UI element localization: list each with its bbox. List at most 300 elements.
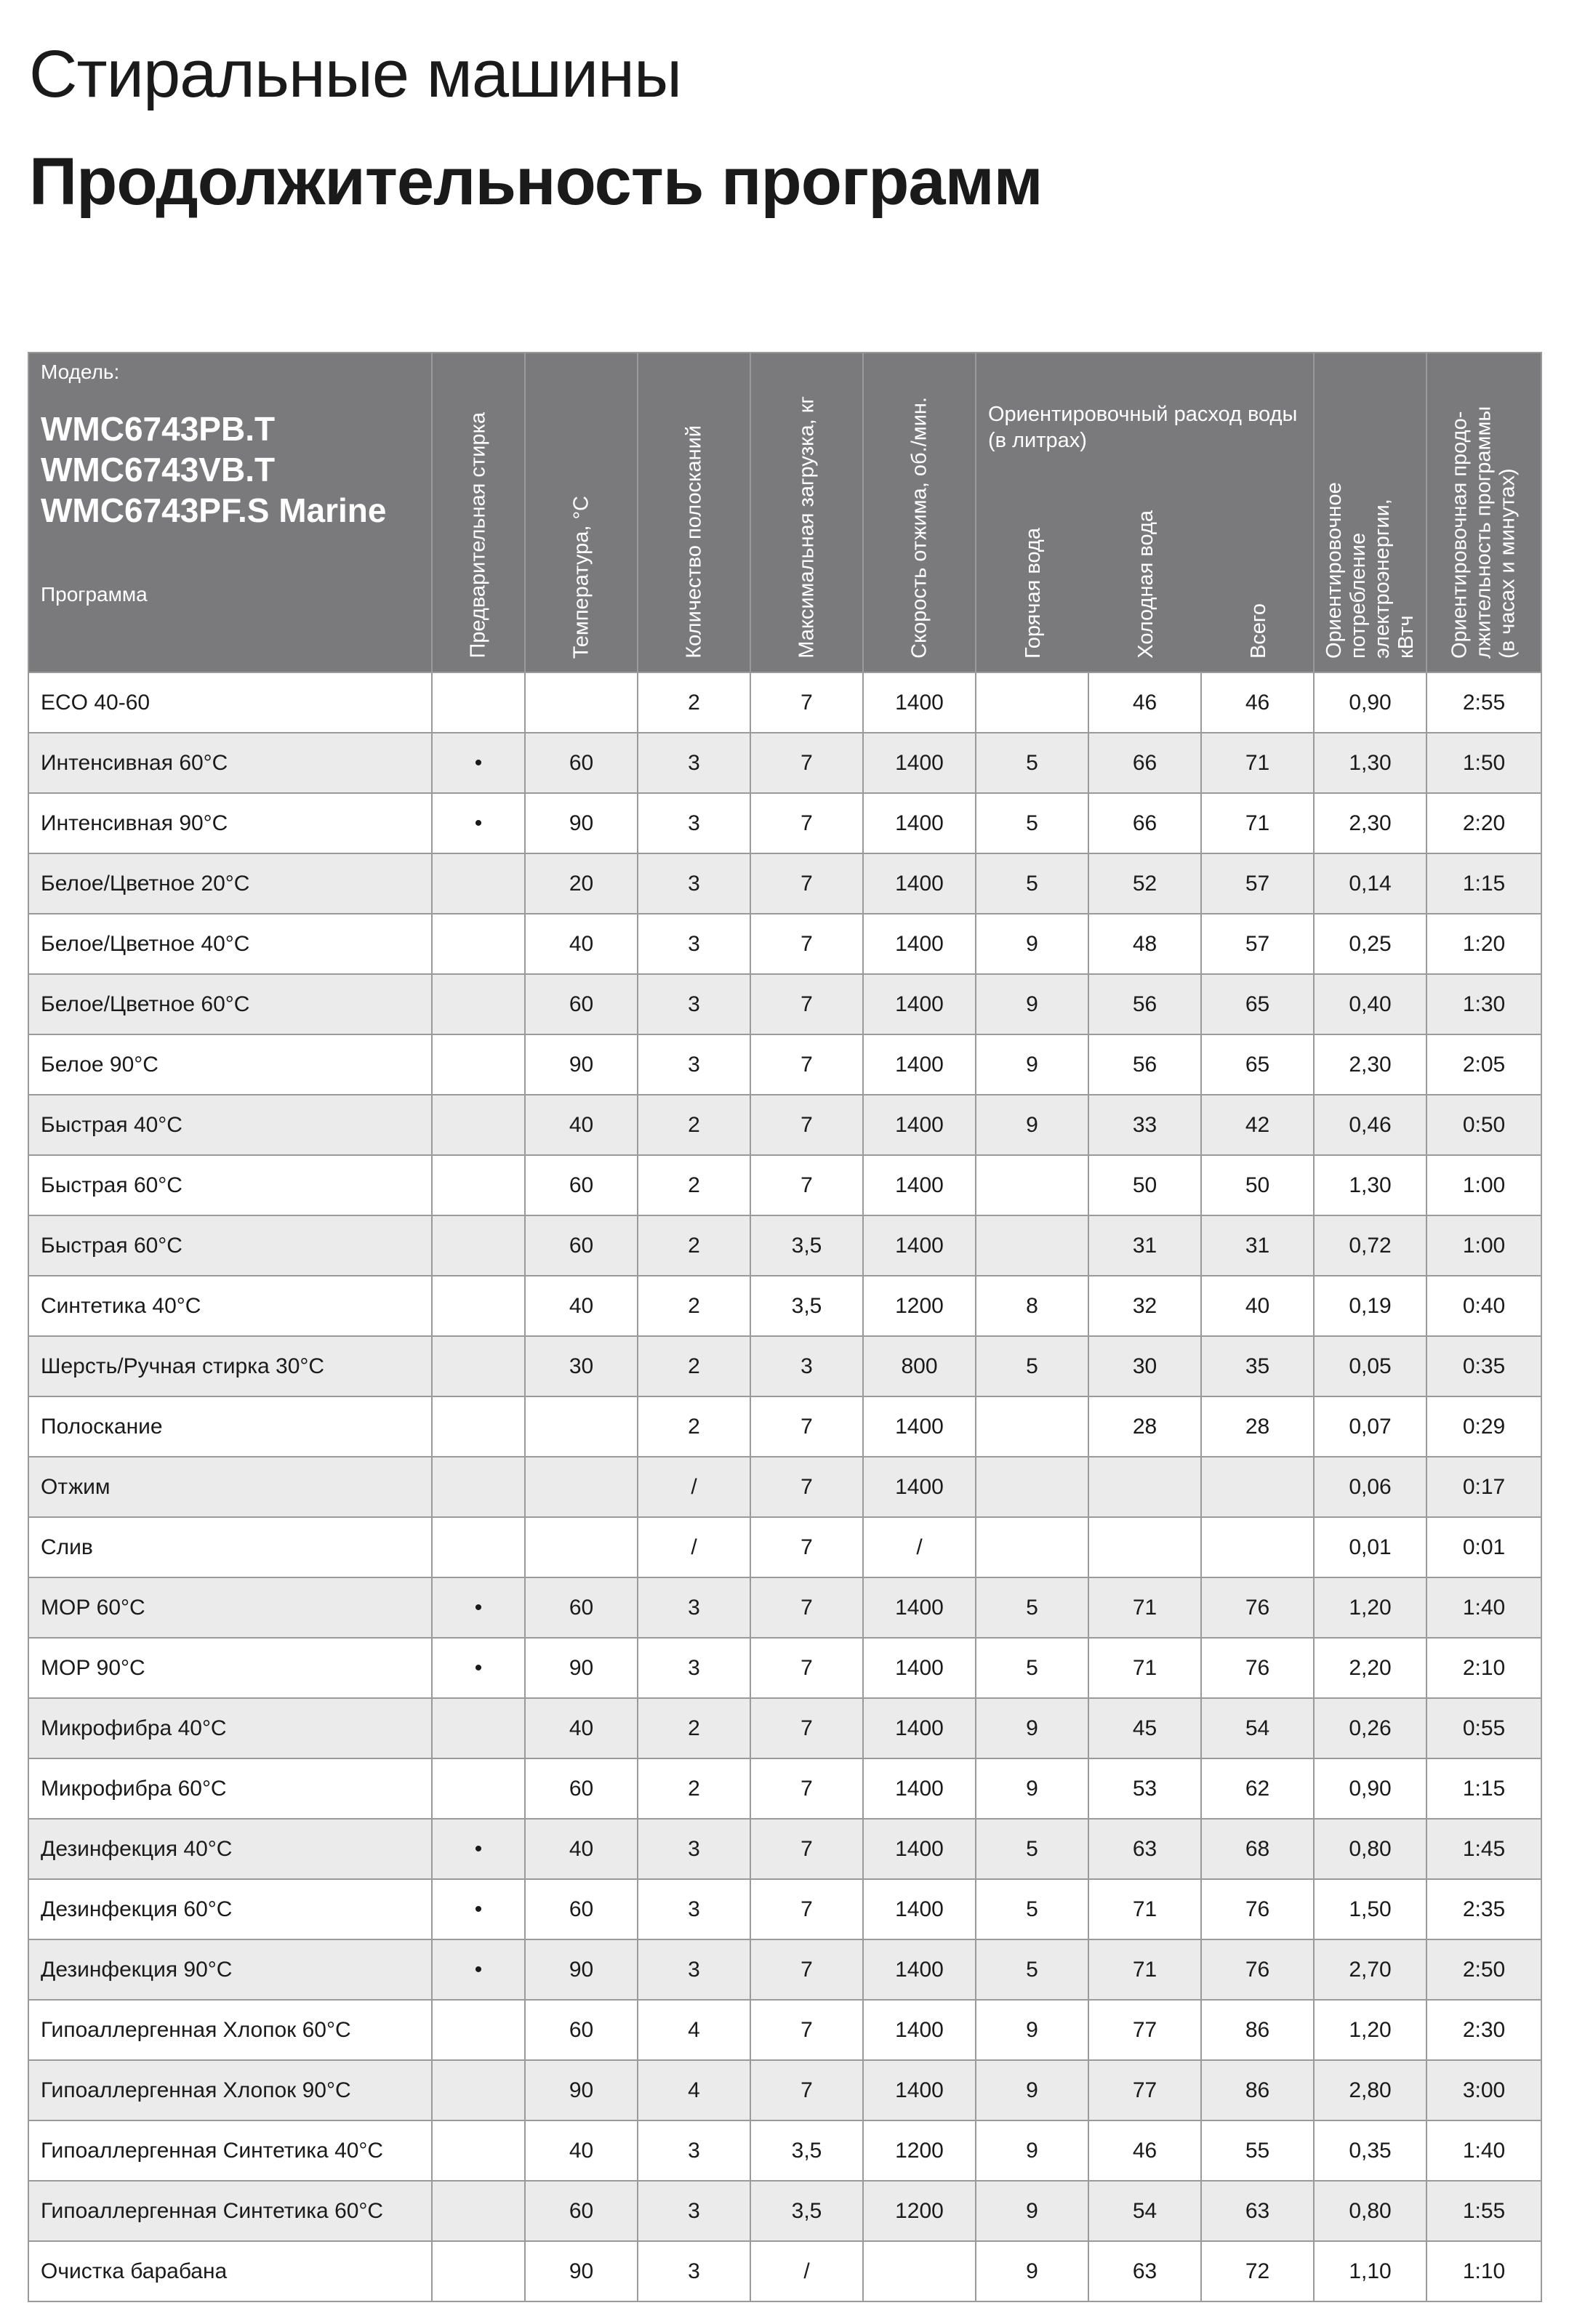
temperature-cell: 40 [525, 1276, 638, 1336]
table-row [28, 974, 1541, 1034]
program-name-cell: Интенсивная 90°C [28, 793, 432, 853]
energy-cell: 0,90 [1314, 1758, 1426, 1819]
prewash-cell [432, 914, 525, 974]
max-load-cell: 7 [750, 1758, 863, 1819]
max-load-cell: 7 [750, 1698, 863, 1758]
total-water-cell: 62 [1201, 1758, 1314, 1819]
spin-speed-cell [863, 2241, 976, 2301]
temperature-cell: 90 [525, 1638, 638, 1698]
spin-speed-cell: 800 [863, 1336, 976, 1396]
spin-speed-cell: 1400 [863, 1457, 976, 1517]
hot-water-cell: 5 [976, 1939, 1088, 2000]
max-load-cell: 3 [750, 1336, 863, 1396]
rinses-cell: 3 [638, 1638, 750, 1698]
duration-cell: 1:50 [1426, 733, 1541, 793]
energy-cell: 1,30 [1314, 733, 1426, 793]
program-name-cell: Быстрая 60°C [28, 1215, 432, 1276]
temperature-cell: 60 [525, 1155, 638, 1215]
duration-cell: 1:15 [1426, 853, 1541, 914]
prewash-cell [432, 2241, 525, 2301]
duration-cell: 0:17 [1426, 1457, 1541, 1517]
water-consumption-title: Ориентировочный расход воды (в литрах) [988, 403, 1298, 452]
table-row [28, 2000, 1541, 2060]
program-name-cell: Интенсивная 60°C [28, 733, 432, 793]
total-water-cell: 50 [1201, 1155, 1314, 1215]
rinses-cell: 2 [638, 1215, 750, 1276]
hot-water-cell: 9 [976, 1095, 1088, 1155]
max-load-cell: 3,5 [750, 2181, 863, 2241]
rinses-cell: 3 [638, 2241, 750, 2301]
cold-water-cell: 71 [1088, 1577, 1201, 1638]
temperature-cell: 60 [525, 733, 638, 793]
hot-water-cell: 5 [976, 1819, 1088, 1879]
table-row [28, 672, 1541, 733]
program-name-cell: Отжим [28, 1457, 432, 1517]
table-row [28, 853, 1541, 914]
prewash-cell: • [432, 1879, 525, 1939]
hot-water-cell: 5 [976, 1879, 1088, 1939]
program-name-cell: Быстрая 60°C [28, 1155, 432, 1215]
rinses-cell: 2 [638, 1155, 750, 1215]
table-row [28, 1276, 1541, 1336]
max-load-cell: 7 [750, 1457, 863, 1517]
program-name-cell: Быстрая 40°C [28, 1095, 432, 1155]
temperature-cell: 40 [525, 1698, 638, 1758]
max-load-cell: 7 [750, 1638, 863, 1698]
spin-speed-header: Скорость отжима, об./мин. [863, 353, 976, 672]
temperature-cell: 60 [525, 1215, 638, 1276]
cold-water-cell: 30 [1088, 1336, 1201, 1396]
table-row [28, 1517, 1541, 1577]
total-water-cell: 63 [1201, 2181, 1314, 2241]
prewash-cell [432, 2000, 525, 2060]
cold-water-cell: 53 [1088, 1758, 1201, 1819]
cold-water-cell: 63 [1088, 2241, 1201, 2301]
spin-speed-cell: 1200 [863, 2120, 976, 2181]
duration-cell: 1:30 [1426, 974, 1541, 1034]
temperature-cell: 90 [525, 2241, 638, 2301]
spin-speed-cell: 1400 [863, 1879, 976, 1939]
table-row [28, 2181, 1541, 2241]
spin-speed-cell: 1400 [863, 1095, 976, 1155]
max-load-cell: 7 [750, 1819, 863, 1879]
total-water-cell: 54 [1201, 1698, 1314, 1758]
energy-cell: 0,07 [1314, 1396, 1426, 1457]
prewash-cell: • [432, 1939, 525, 2000]
rinses-cell: 3 [638, 974, 750, 1034]
duration-cell: 2:05 [1426, 1034, 1541, 1095]
duration-cell: 2:55 [1426, 672, 1541, 733]
program-name-cell: МОР 60°C [28, 1577, 432, 1638]
spin-speed-cell: 1400 [863, 1698, 976, 1758]
rinses-cell: 2 [638, 1336, 750, 1396]
prewash-cell [432, 1336, 525, 1396]
prewash-cell [432, 1517, 525, 1577]
cold-water-cell: 54 [1088, 2181, 1201, 2241]
total-water-cell: 76 [1201, 1879, 1314, 1939]
hot-water-cell: 9 [976, 914, 1088, 974]
spin-speed-cell: 1400 [863, 914, 976, 974]
total-water-cell: 42 [1201, 1095, 1314, 1155]
hot-water-cell: 9 [976, 2000, 1088, 2060]
energy-cell: 1,50 [1314, 1879, 1426, 1939]
total-water-cell: 35 [1201, 1336, 1314, 1396]
total-water-cell [1201, 1517, 1314, 1577]
total-water-cell: 65 [1201, 1034, 1314, 1095]
table-row [28, 2060, 1541, 2120]
cold-water-cell [1088, 1517, 1201, 1577]
hot-water-cell: 9 [976, 2241, 1088, 2301]
duration-header: Ориентировочная продо- лжительность программы (в часах и минутах) [1426, 353, 1541, 672]
temperature-cell: 60 [525, 2181, 638, 2241]
max-load-cell: 7 [750, 733, 863, 793]
spin-speed-cell: 1400 [863, 1758, 976, 1819]
rinses-cell: 3 [638, 793, 750, 853]
cold-water-cell: 71 [1088, 1879, 1201, 1939]
temperature-cell [525, 1457, 638, 1517]
table-row [28, 1638, 1541, 1698]
spin-speed-cell: 1200 [863, 1276, 976, 1336]
page-subtitle: Продолжительность программ [29, 145, 1043, 219]
temperature-cell: 60 [525, 1758, 638, 1819]
energy-cell: 0,05 [1314, 1336, 1426, 1396]
spin-speed-cell: 1400 [863, 2000, 976, 2060]
prewash-cell [432, 1034, 525, 1095]
duration-cell: 1:20 [1426, 914, 1541, 974]
duration-cell: 1:40 [1426, 2120, 1541, 2181]
spin-speed-cell: 1400 [863, 793, 976, 853]
max-load-cell: 7 [750, 1879, 863, 1939]
program-name-cell: Слив [28, 1517, 432, 1577]
energy-cell: 0,19 [1314, 1276, 1426, 1336]
duration-cell: 0:40 [1426, 1276, 1541, 1336]
duration-cell: 0:35 [1426, 1336, 1541, 1396]
spin-speed-cell: 1200 [863, 2181, 976, 2241]
max-load-cell: 3,5 [750, 1215, 863, 1276]
table-row [28, 1758, 1541, 1819]
temperature-cell: 40 [525, 914, 638, 974]
hot-water-cell: 9 [976, 1698, 1088, 1758]
cold-water-cell: 50 [1088, 1155, 1201, 1215]
rinses-cell: 3 [638, 2181, 750, 2241]
temperature-cell [525, 1396, 638, 1457]
cold-water-cell: 56 [1088, 1034, 1201, 1095]
table-row [28, 1698, 1541, 1758]
spin-speed-cell: 1400 [863, 974, 976, 1034]
energy-cell: 0,80 [1314, 1819, 1426, 1879]
duration-cell: 2:35 [1426, 1879, 1541, 1939]
table-row [28, 2120, 1541, 2181]
prewash-cell [432, 2181, 525, 2241]
prewash-cell [432, 1396, 525, 1457]
model-header [28, 353, 432, 672]
program-name-cell: Синтетика 40°C [28, 1276, 432, 1336]
duration-cell: 1:15 [1426, 1758, 1541, 1819]
hot-water-cell: 5 [976, 1577, 1088, 1638]
energy-header: Ориентировочное потребление электроэнергии, кВтч [1314, 353, 1426, 672]
table-row [28, 793, 1541, 853]
cold-water-cell [1088, 1457, 1201, 1517]
cold-water-cell: 46 [1088, 672, 1201, 733]
energy-cell: 0,90 [1314, 672, 1426, 733]
table-row [28, 1095, 1541, 1155]
total-water-cell [1201, 1457, 1314, 1517]
max-load-cell: 7 [750, 1517, 863, 1577]
temperature-cell: 90 [525, 2060, 638, 2120]
program-name-cell: Белое 90°C [28, 1034, 432, 1095]
spin-speed-cell: 1400 [863, 853, 976, 914]
total-water-cell: 28 [1201, 1396, 1314, 1457]
table-row [28, 1336, 1541, 1396]
hot-water-cell [976, 1517, 1088, 1577]
temperature-cell: 90 [525, 1034, 638, 1095]
duration-cell: 1:00 [1426, 1155, 1541, 1215]
duration-cell: 1:40 [1426, 1577, 1541, 1638]
program-name-cell: Гипоаллергенная Хлопок 90°C [28, 2060, 432, 2120]
prewash-cell: • [432, 793, 525, 853]
spin-speed-cell: 1400 [863, 733, 976, 793]
model-name: WMC6743PF.S Marine [41, 491, 387, 529]
temperature-cell: 60 [525, 1879, 638, 1939]
cold-water-cell: 71 [1088, 1638, 1201, 1698]
hot-water-cell [976, 1457, 1088, 1517]
spin-speed-cell: 1400 [863, 1819, 976, 1879]
prewash-cell [432, 1095, 525, 1155]
rinses-cell: 3 [638, 1819, 750, 1879]
table-row [28, 2241, 1541, 2301]
rinses-cell: 2 [638, 1698, 750, 1758]
table-header-row [28, 353, 1541, 672]
energy-cell: 0,25 [1314, 914, 1426, 974]
rinses-header: Количество полосканий [638, 353, 750, 672]
max-load-cell: 7 [750, 1577, 863, 1638]
program-name-cell: Белое/Цветное 40°C [28, 914, 432, 974]
temperature-cell: 40 [525, 1819, 638, 1879]
duration-cell: 0:55 [1426, 1698, 1541, 1758]
max-load-cell: / [750, 2241, 863, 2301]
spin-speed-cell: 1400 [863, 1396, 976, 1457]
total-water-cell: 72 [1201, 2241, 1314, 2301]
temperature-cell: 90 [525, 1939, 638, 2000]
max-load-cell: 7 [750, 1155, 863, 1215]
model-label: Модель: [41, 361, 120, 383]
rinses-cell: 3 [638, 1034, 750, 1095]
program-name-cell: Полоскание [28, 1396, 432, 1457]
prewash-cell: • [432, 1577, 525, 1638]
spin-speed-cell: 1400 [863, 1034, 976, 1095]
program-duration-table [28, 352, 1542, 2302]
prewash-cell: • [432, 1638, 525, 1698]
rinses-cell: 2 [638, 1276, 750, 1336]
program-name-cell: Белое/Цветное 20°C [28, 853, 432, 914]
hot-water-cell: 5 [976, 853, 1088, 914]
duration-cell: 0:01 [1426, 1517, 1541, 1577]
energy-cell: 0,26 [1314, 1698, 1426, 1758]
max-load-cell: 7 [750, 672, 863, 733]
duration-cell: 2:50 [1426, 1939, 1541, 2000]
total-water-cell: 86 [1201, 2060, 1314, 2120]
spin-speed-cell: 1400 [863, 1638, 976, 1698]
program-name-cell: Дезинфекция 40°C [28, 1819, 432, 1879]
max-load-cell: 7 [750, 914, 863, 974]
duration-cell: 3:00 [1426, 2060, 1541, 2120]
total-water-cell: 57 [1201, 914, 1314, 974]
table-row [28, 1457, 1541, 1517]
cold-water-cell: 77 [1088, 2000, 1201, 2060]
hot-water-cell: 5 [976, 733, 1088, 793]
program-name-cell: Гипоаллергенная Синтетика 60°C [28, 2181, 432, 2241]
water-consumption-header [976, 353, 1314, 672]
energy-cell: 0,46 [1314, 1095, 1426, 1155]
hot-water-header: Горячая вода [1022, 527, 1045, 659]
hot-water-cell: 9 [976, 2060, 1088, 2120]
rinses-cell: 4 [638, 2000, 750, 2060]
temperature-cell [525, 672, 638, 733]
total-water-cell: 68 [1201, 1819, 1314, 1879]
duration-cell: 2:20 [1426, 793, 1541, 853]
energy-cell: 2,30 [1314, 793, 1426, 853]
energy-cell: 0,72 [1314, 1215, 1426, 1276]
duration-cell: 2:10 [1426, 1638, 1541, 1698]
duration-cell: 1:00 [1426, 1215, 1541, 1276]
total-water-cell: 71 [1201, 733, 1314, 793]
rinses-cell: 3 [638, 1577, 750, 1638]
total-water-cell: 86 [1201, 2000, 1314, 2060]
table-row [28, 1577, 1541, 1638]
max-load-cell: 3,5 [750, 2120, 863, 2181]
energy-cell: 0,14 [1314, 853, 1426, 914]
duration-cell: 0:29 [1426, 1396, 1541, 1457]
cold-water-cell: 28 [1088, 1396, 1201, 1457]
program-column-label: Программа [41, 583, 148, 606]
max-load-cell: 7 [750, 2060, 863, 2120]
temperature-cell [525, 1517, 638, 1577]
hot-water-cell [976, 1396, 1088, 1457]
total-water-cell: 65 [1201, 974, 1314, 1034]
program-name-cell: Микрофибра 60°C [28, 1758, 432, 1819]
spin-speed-cell: 1400 [863, 1939, 976, 2000]
program-name-cell: Белое/Цветное 60°C [28, 974, 432, 1034]
spin-speed-cell: 1400 [863, 2060, 976, 2120]
cold-water-cell: 77 [1088, 2060, 1201, 2120]
rinses-cell: 4 [638, 2060, 750, 2120]
temperature-cell: 60 [525, 974, 638, 1034]
temperature-header: Температура, °С [525, 353, 638, 672]
total-water-cell: 57 [1201, 853, 1314, 914]
max-load-cell: 7 [750, 1095, 863, 1155]
hot-water-cell: 9 [976, 1034, 1088, 1095]
hot-water-cell: 5 [976, 1638, 1088, 1698]
program-name-cell: Очистка барабана [28, 2241, 432, 2301]
prewash-cell [432, 1457, 525, 1517]
energy-cell: 2,30 [1314, 1034, 1426, 1095]
total-water-cell: 76 [1201, 1577, 1314, 1638]
cold-water-cell: 66 [1088, 793, 1201, 853]
cold-water-cell: 46 [1088, 2120, 1201, 2181]
energy-cell: 1,20 [1314, 1577, 1426, 1638]
rinses-cell: 3 [638, 733, 750, 793]
prewash-cell [432, 1155, 525, 1215]
total-water-cell: 71 [1201, 793, 1314, 853]
rinses-cell: 2 [638, 1758, 750, 1819]
table-row [28, 1034, 1541, 1095]
duration-cell: 1:10 [1426, 2241, 1541, 2301]
cold-water-cell: 31 [1088, 1215, 1201, 1276]
hot-water-cell: 9 [976, 1758, 1088, 1819]
temperature-cell: 60 [525, 2000, 638, 2060]
max-load-cell: 7 [750, 1034, 863, 1095]
program-name-cell: Дезинфекция 60°C [28, 1879, 432, 1939]
max-load-cell: 7 [750, 853, 863, 914]
rinses-cell: 3 [638, 1939, 750, 2000]
page-title: Стиральные машины [29, 37, 682, 111]
total-water-cell: 46 [1201, 672, 1314, 733]
prewash-cell [432, 2120, 525, 2181]
program-name-cell: ECO 40-60 [28, 672, 432, 733]
prewash-cell [432, 1758, 525, 1819]
temperature-cell: 60 [525, 1577, 638, 1638]
max-load-cell: 7 [750, 1396, 863, 1457]
energy-cell: 2,20 [1314, 1638, 1426, 1698]
table-row [28, 1215, 1541, 1276]
rinses-cell: / [638, 1517, 750, 1577]
total-water-cell: 55 [1201, 2120, 1314, 2181]
program-name-cell: Микрофибра 40°C [28, 1698, 432, 1758]
total-water-cell: 40 [1201, 1276, 1314, 1336]
energy-cell: 0,06 [1314, 1457, 1426, 1517]
table-row [28, 914, 1541, 974]
prewash-cell [432, 672, 525, 733]
temperature-cell: 40 [525, 2120, 638, 2181]
duration-cell: 0:50 [1426, 1095, 1541, 1155]
table-row [28, 1879, 1541, 1939]
program-name-cell: Гипоаллергенная Хлопок 60°C [28, 2000, 432, 2060]
prewash-cell [432, 1276, 525, 1336]
duration-cell: 1:45 [1426, 1819, 1541, 1879]
cold-water-cell: 52 [1088, 853, 1201, 914]
prewash-cell [432, 853, 525, 914]
rinses-cell: 3 [638, 2120, 750, 2181]
model-list [41, 409, 386, 531]
temperature-cell: 20 [525, 853, 638, 914]
cold-water-header: Холодная вода [1134, 510, 1157, 659]
rinses-cell: 3 [638, 1879, 750, 1939]
spin-speed-cell: / [863, 1517, 976, 1577]
spin-speed-cell: 1400 [863, 672, 976, 733]
max-load-cell: 7 [750, 974, 863, 1034]
energy-cell: 2,80 [1314, 2060, 1426, 2120]
prewash-cell: • [432, 733, 525, 793]
prewash-cell [432, 1698, 525, 1758]
program-name-cell: МОР 90°C [28, 1638, 432, 1698]
hot-water-cell: 5 [976, 793, 1088, 853]
spin-speed-cell: 1400 [863, 1155, 976, 1215]
cold-water-cell: 33 [1088, 1095, 1201, 1155]
rinses-cell: / [638, 1457, 750, 1517]
total-water-cell: 76 [1201, 1638, 1314, 1698]
cold-water-cell: 71 [1088, 1939, 1201, 2000]
rinses-cell: 3 [638, 853, 750, 914]
spin-speed-cell: 1400 [863, 1577, 976, 1638]
max-load-header: Максимальная загрузка, кг [750, 353, 863, 672]
energy-cell: 0,80 [1314, 2181, 1426, 2241]
total-water-header: Всего [1247, 603, 1270, 659]
energy-cell: 1,10 [1314, 2241, 1426, 2301]
hot-water-cell: 9 [976, 2181, 1088, 2241]
temperature-cell: 90 [525, 793, 638, 853]
program-name-cell: Гипоаллергенная Синтетика 40°C [28, 2120, 432, 2181]
hot-water-cell: 5 [976, 1336, 1088, 1396]
